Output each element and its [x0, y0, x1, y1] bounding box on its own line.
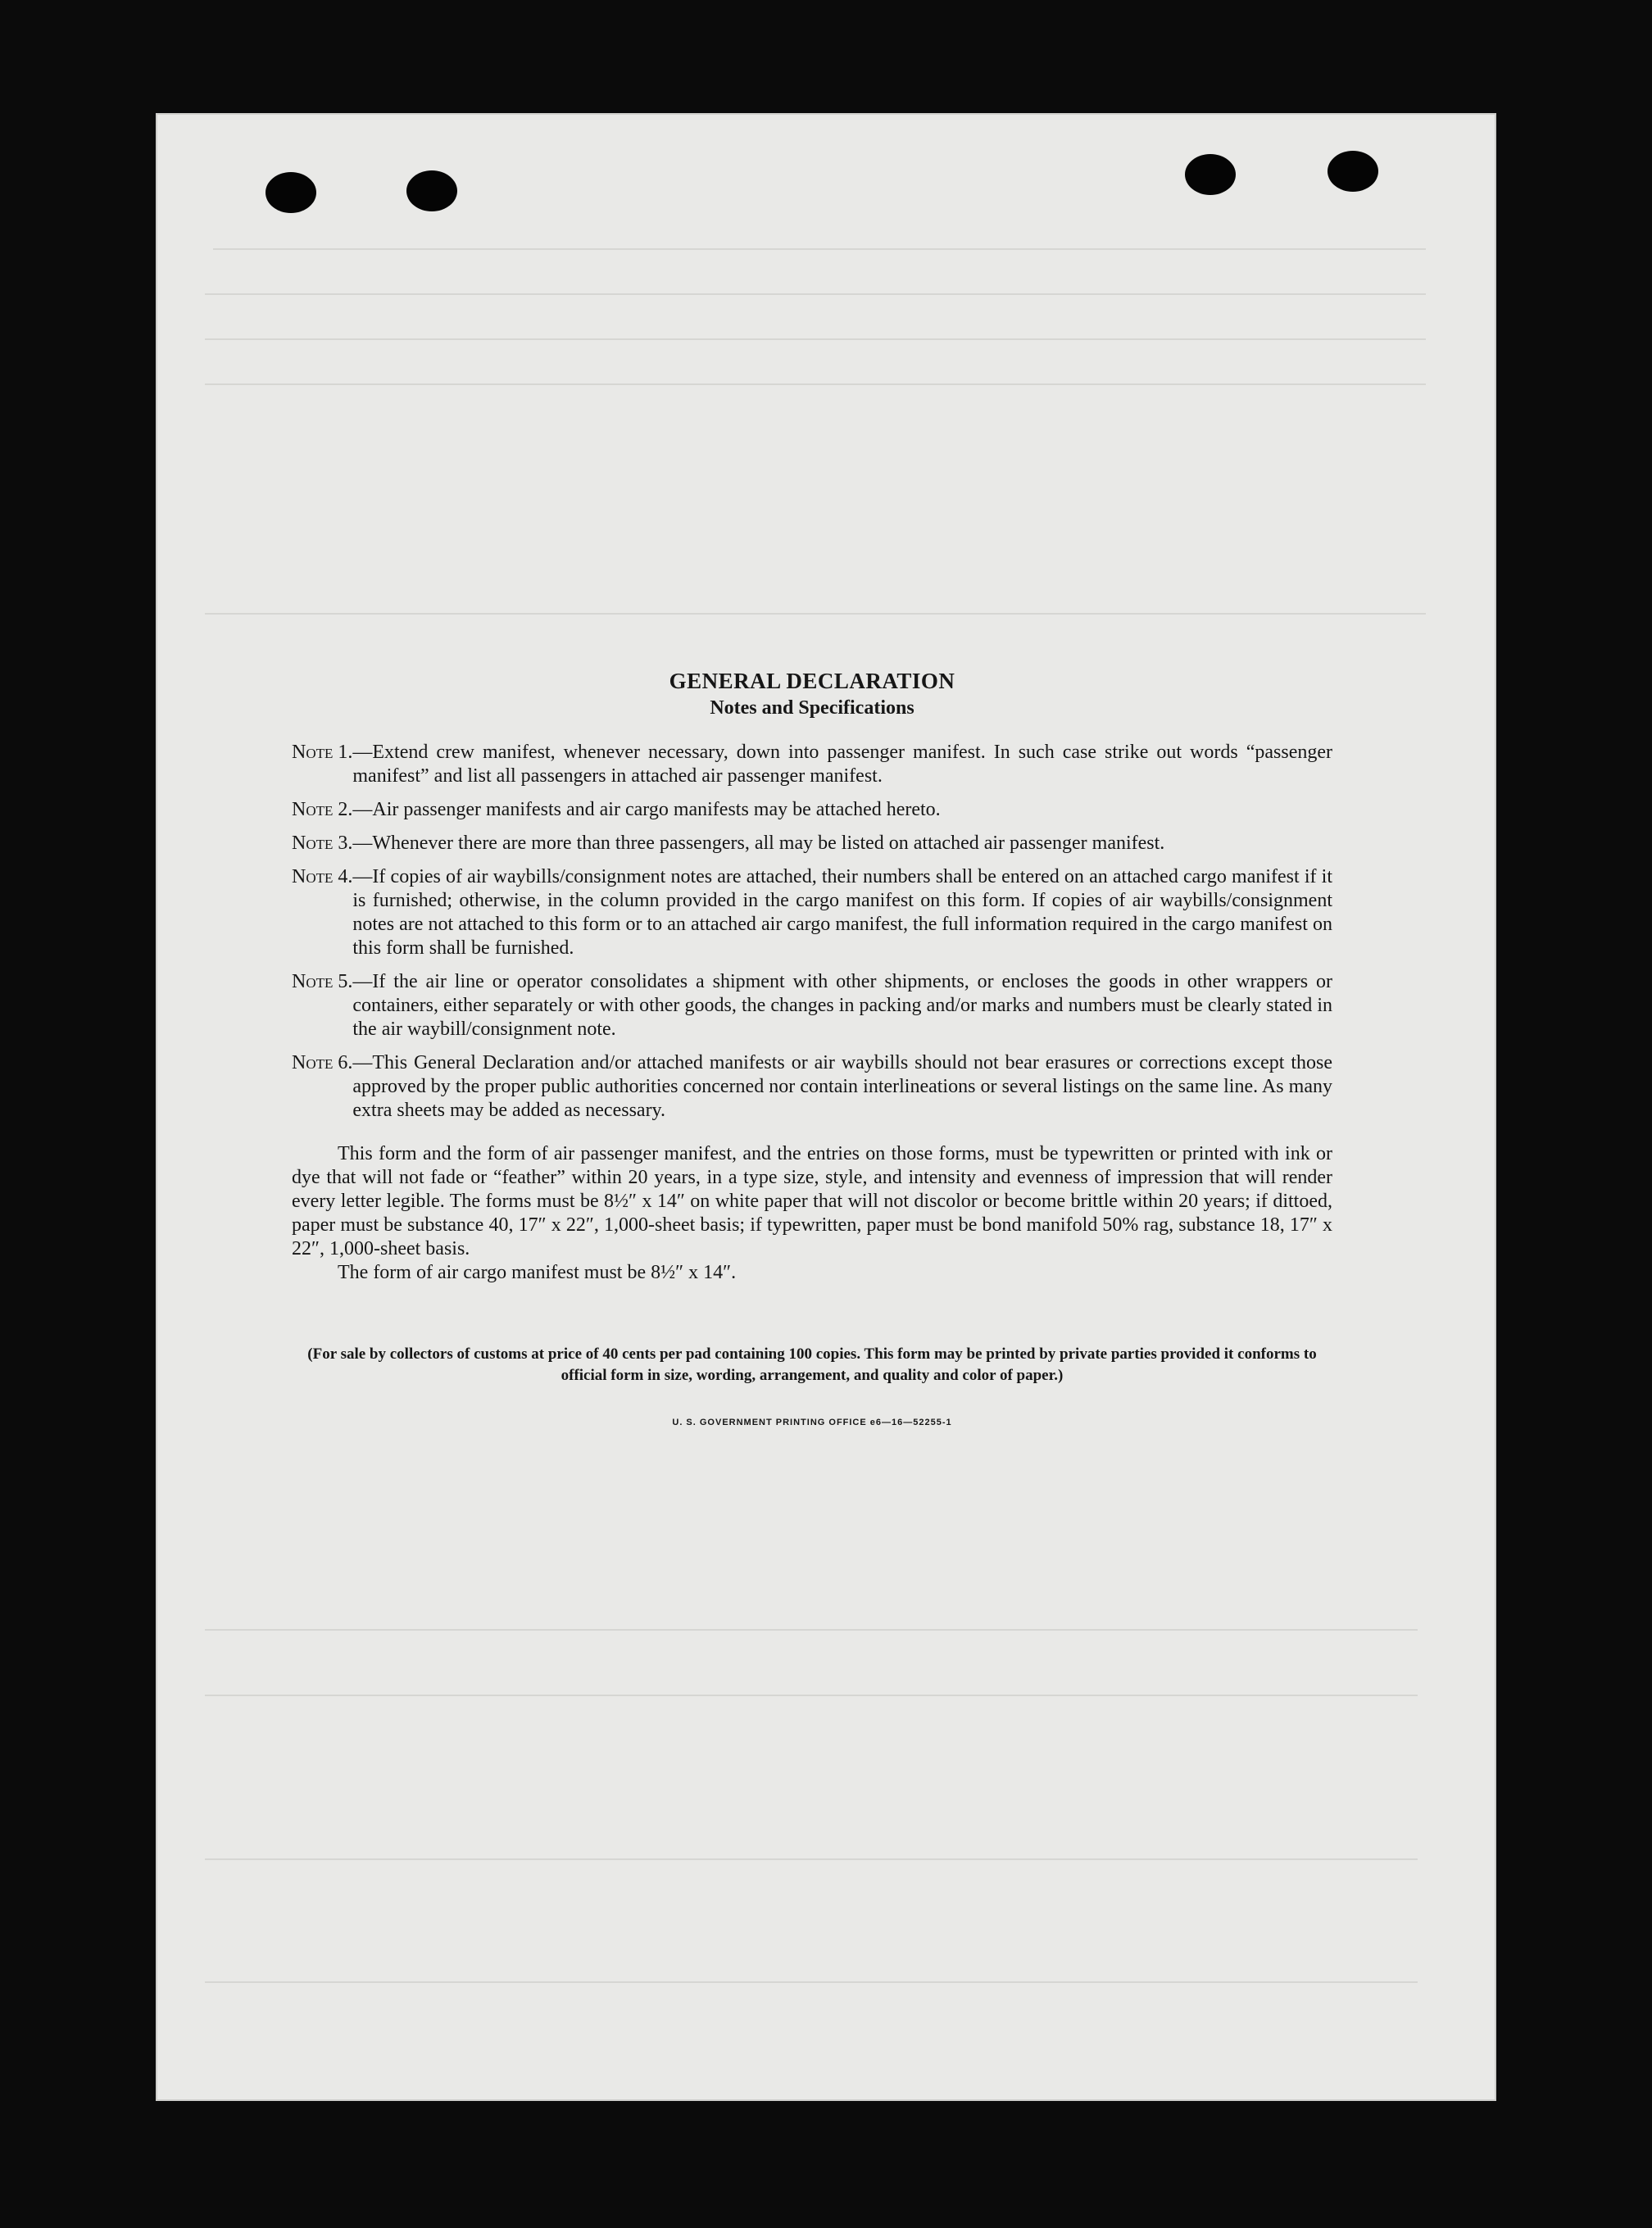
punch-hole-4 — [1328, 151, 1378, 192]
note-item — [292, 970, 1332, 1041]
note-item — [292, 832, 1332, 855]
form-specification-paragraph: This form and the form of air passenger manifest, and the entries on those forms, must be typewritten or printed with ink or dye that will not fade or “feather” within 20 years, in a type size, style, and intensity and evenness of impression that will render every letter legible. The forms must be 8½″ x 14″ on white paper that will not discolor or become brittle within 20 years; if dittoed, paper must be substance 40, 17″ x 22″, 1,000-sheet basis; if typewritten, paper must be bond manifold 50% rag, substance 18, 17″ x 22″, 1,000-sheet basis. — [292, 1143, 1332, 1259]
note-label: Note 2. — [292, 799, 353, 820]
bleed-through-line — [213, 248, 1426, 250]
declaration-notes — [292, 669, 1332, 1427]
punch-hole-2 — [406, 170, 457, 211]
note-text: —If the air line or operator consolidates a shipment with other shipments, or encloses the goods in other wrappers or containers, either separately or with other goods, the changes in packing and/or marks and numbers must be clearly stated in the air waybill/consignment note. — [352, 971, 1332, 1040]
document-subtitle: Notes and Specifications — [710, 697, 914, 719]
note-text: —This General Declaration and/or attached manifests or air waybills should not bear erasures or corrections except those approved by the proper public authorities concerned nor contain interlineations or several listings on the same line. As many extra sheets may be added as necessary. — [352, 1052, 1332, 1121]
document-title: GENERAL DECLARATION — [669, 669, 955, 693]
note-text: —If copies of air waybills/consignment notes are attached, their numbers shall be entered on an attached cargo manifest if it is furnished; otherwise, in the column provided in the cargo manifest on this form. If copies of air waybills/consignment notes are not attached to this form or to an attached air cargo manifest, the full information required in the cargo manifest on this form shall be furnished. — [352, 866, 1332, 959]
note-item — [292, 865, 1332, 960]
bleed-through-line — [205, 613, 1426, 615]
bleed-through-line — [205, 1858, 1418, 1860]
note-label: Note 3. — [292, 833, 353, 854]
note-label: Note 5. — [292, 971, 353, 992]
note-item — [292, 741, 1332, 788]
cargo-manifest-size-paragraph: The form of air cargo manifest must be 8½″ x 14″. — [338, 1262, 737, 1283]
note-item — [292, 1051, 1332, 1123]
bleed-through-line — [205, 1629, 1418, 1631]
punch-hole-3 — [1185, 154, 1236, 195]
note-item — [292, 798, 1332, 822]
note-text: —Extend crew manifest, whenever necessary, down into passenger manifest. In such case strike out words “passenger manifest” and list all passengers in attached air passenger manifest. — [352, 742, 1332, 787]
punch-hole-1 — [266, 172, 316, 213]
note-text: —Air passenger manifests and air cargo manifests may be attached hereto. — [352, 799, 941, 820]
bleed-through-line — [205, 293, 1426, 295]
note-label: Note 1. — [292, 742, 353, 763]
note-text: —Whenever there are more than three passengers, all may be listed on attached air passenger manifest. — [352, 833, 1165, 854]
bleed-through-line — [205, 1981, 1418, 1983]
printer-line: U. S. GOVERNMENT PRINTING OFFICE e6—16—52255-1 — [672, 1418, 952, 1427]
bleed-through-line — [205, 338, 1426, 340]
sale-footnote: (For sale by collectors of customs at price of 40 cents per pad containing 100 copies. This form may be printed by private parties provided it conforms to official form in size, wording, arrangement, and quality and color of paper.) — [307, 1345, 1317, 1384]
note-label: Note 6. — [292, 1052, 353, 1073]
bleed-through-line — [205, 1695, 1418, 1696]
bleed-through-line — [205, 383, 1426, 385]
paper-sheet — [156, 113, 1496, 2101]
note-label: Note 4. — [292, 866, 353, 887]
